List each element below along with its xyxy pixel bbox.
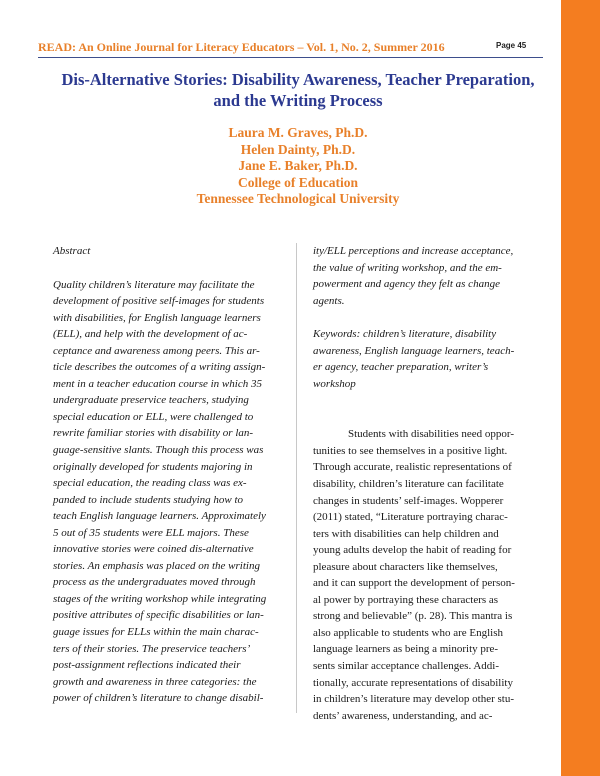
text-line: strong and believable” (p. 28). This mantra is [313, 610, 513, 623]
text-line: (2011) stated, “Literature portraying charac- [313, 511, 508, 524]
text-line: special education or ELL, were challenged to [53, 410, 254, 423]
text-line: growth and awareness in three categories: the [53, 675, 257, 688]
text-line: powerment and agency they felt as change [313, 278, 500, 291]
text-line: disability, children’s literature can facilitate [313, 478, 504, 491]
orange-side-bar [561, 0, 600, 776]
body-paragraph [313, 426, 527, 724]
text-line: process as the undergraduates moved through [53, 576, 256, 589]
text-line: the value of writing workshop, and the em- [313, 261, 502, 274]
text-line: stories. An emphasis was placed on the writing [53, 559, 260, 572]
text-line: Keywords: children’s literature, disability [313, 328, 497, 341]
text-line: ters of their stories. The preservice teachers’ [53, 642, 251, 655]
right-column [313, 243, 527, 724]
text-line: special education, the reading class was ex- [53, 477, 247, 490]
text-line: with disabilities, for English language learners [53, 311, 261, 324]
text-line: changes in students’ self-images. Wopperer [313, 494, 504, 507]
text-line: dents’ awareness, understanding, and ac- [313, 709, 493, 722]
text-line: guage issues for ELLs within the main charac- [53, 626, 259, 639]
abstract-text [53, 277, 280, 707]
text-line: (ELL), and help with the development of ac- [53, 328, 248, 341]
abstract-heading: Abstract [53, 245, 91, 257]
text-line: panded to include students studying how to [53, 493, 244, 506]
text-line: development of positive self-images for students [53, 295, 265, 308]
author-block [38, 125, 558, 208]
text-line: post-assignment reflections indicated their [53, 659, 241, 672]
text-line: stages of the writing workshop while integrating [53, 592, 267, 605]
text-line: young adults develop the habit of reading for [313, 544, 512, 557]
text-line: undergraduate preservice teachers, studying [53, 394, 249, 407]
text-line: sents similar acceptance challenges. Addi- [313, 660, 500, 673]
title-line: Dis-Alternative Stories: Disability Awareness, Teacher Preparation, [61, 70, 535, 89]
text-line: positive attributes of specific disabilities or lan- [53, 609, 264, 622]
text-line: workshop [313, 377, 356, 390]
title-line: and the Writing Process [213, 91, 383, 110]
affiliation-university: Tennessee Technological University [196, 191, 400, 206]
text-line: and it can support the development of person- [313, 577, 515, 590]
text-line: pleasure about characters like themselves, [313, 560, 498, 573]
left-column [53, 243, 280, 707]
text-line: rewrite familiar stories with disability or lan- [53, 427, 254, 440]
text-line: tionally, accurate representations of disability [313, 676, 513, 689]
running-head: READ: An Online Journal for Literacy Educators – Vol. 1, No. 2, Summer 2016 [38, 40, 445, 54]
author-name: Laura M. Graves, Ph.D. [228, 125, 368, 140]
article-title [38, 69, 558, 111]
text-line: ment in a teacher education course in which 35 [53, 377, 262, 390]
column-divider [296, 243, 297, 713]
text-line: in children’s literature may develop other stu- [313, 693, 514, 706]
page-number: Page 45 [496, 41, 527, 50]
text-line: teach English language learners. Approximately [53, 510, 266, 523]
text-line: awareness, English language learners, teach- [313, 344, 515, 357]
text-line: guage-sensitive slants. Though this process was [53, 444, 264, 457]
affiliation-college: College of Education [238, 174, 358, 190]
text-line: ity/ELL perceptions and increase acceptance, [313, 245, 514, 257]
author-name: Jane E. Baker, Ph.D. [238, 158, 358, 173]
text-line: al power by portraying these characters as [313, 593, 499, 606]
text-line: originally developed for students majoring in [53, 460, 253, 473]
text-line: innovative stories were coined dis-alternative [53, 543, 254, 556]
text-line: Quality children’s literature may facilitate the [53, 278, 255, 291]
text-line: tunities to see themselves in a positive light. [313, 444, 508, 457]
text-line: Students with disabilities need oppor- [348, 428, 514, 441]
text-line: ticle describes the outcomes of a writing assign- [53, 361, 266, 374]
header-rule [38, 57, 543, 58]
text-line: language learners as being a minority pre- [313, 643, 499, 656]
text-line: also applicable to students who are English [313, 626, 504, 639]
abstract-continued [313, 243, 527, 309]
text-line: 5 out of 35 students were ELL majors. These [53, 526, 249, 539]
text-line: power of children’s literature to change disabil- [53, 692, 264, 705]
text-line: agents. [313, 294, 345, 307]
author-name: Helen Dainty, Ph.D. [240, 141, 356, 157]
text-line: ters with disabilities can help children and [313, 527, 499, 540]
text-line: er agency, teacher preparation, writer’s [313, 361, 489, 374]
keywords [313, 326, 527, 392]
text-line: ceptance and awareness among peers. This ar- [53, 344, 260, 357]
text-line: Through accurate, realistic representations of [313, 461, 512, 474]
